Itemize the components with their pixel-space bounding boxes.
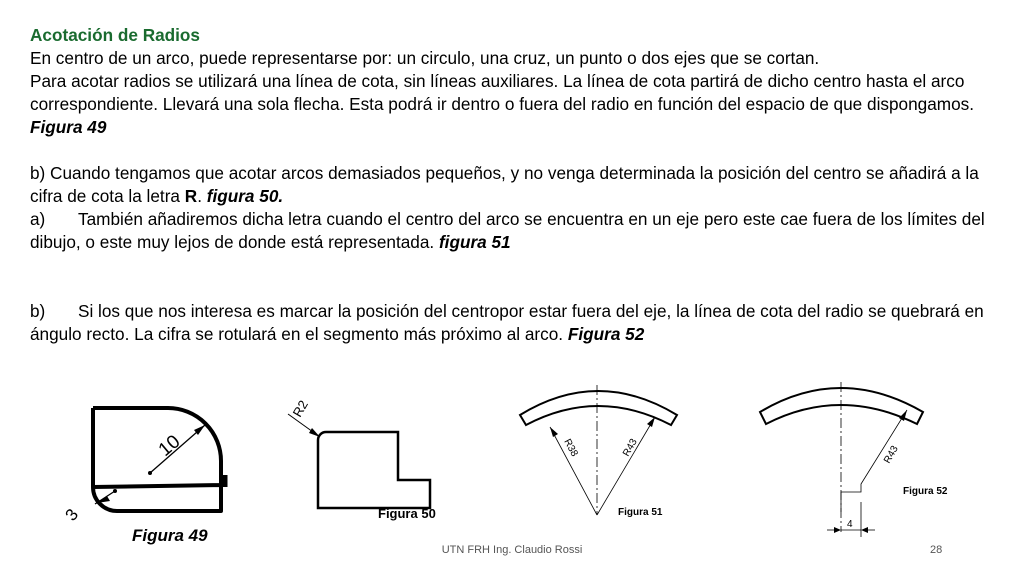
figure-51-reference: figura 51 [438, 232, 511, 252]
figure-52-caption: Figura 52 [903, 486, 948, 497]
figure-50-reference: figura 50. [206, 186, 284, 206]
figure-51-dim-a: R38 [561, 437, 580, 459]
figure-49-reference: Figura 49 [30, 117, 107, 137]
figure-49-caption: Figura 49 [132, 526, 208, 545]
figure-49-dim-large: 10 [154, 431, 185, 461]
item-label-a: a) [30, 209, 46, 229]
figure-52-dim-a: R43 [882, 444, 901, 466]
paragraph-small-arcs-text: b) Cuando tengamos que acotar arcos demasiados pequeños, y no venga determinada la posición del centro se añadirá a la cifra de cota la letra [30, 163, 979, 206]
figure-51-caption: Figura 51 [618, 507, 663, 518]
slide-title: Acotación de Radios [30, 25, 200, 45]
paragraph-center-outside-text: También añadiremos dicha letra cuando el centro del arco se encuentra en un eje pero este cae fuera de los límites del dibujo, o este muy lejos de donde está representada. [30, 209, 985, 252]
figure-52-dim-b: 4 [847, 519, 853, 530]
letter-r: R [184, 186, 198, 206]
figure-52-reference: Figura 52 [567, 324, 645, 344]
paragraph-small-arcs [30, 162, 1005, 208]
figure-52-drawing [755, 372, 970, 542]
figure-50-drawing [280, 390, 450, 530]
paragraph-broken-dimension-text: Si los que nos interesa es marcar la posición del centropor estar fuera del eje, la línea de cota del radio se quebrará en ángulo recto. La cifra se rotulará en el segmento más próximo al arco. [30, 301, 984, 344]
figure-50-caption: Figura 50 [378, 506, 436, 521]
paragraph-radius-rule-text: Para acotar radios se utilizará una línea de cota, sin líneas auxiliares. La línea de cota partirá de dicho centro hasta el arco correspondiente. Llevará una sola flecha. Esta podrá ir dentro o fuera del radio en función del espacio de que dispongamos. [30, 71, 975, 114]
page-number: 28 [930, 544, 943, 556]
paragraph-center-outside [30, 208, 1005, 254]
paragraph-broken-dimension [30, 300, 1005, 346]
separator: . [197, 186, 207, 206]
figure-51-dim-b: R43 [621, 437, 640, 459]
figure-50-dim: R2 [289, 397, 311, 420]
item-label-b: b) [30, 301, 46, 321]
figure-49-dim-small: 3 [61, 505, 83, 525]
paragraph-center-definition: En centro de un arco, puede representarse por: un circulo, una cruz, un punto o dos ejes que se cortan. [30, 48, 820, 68]
paragraph-radius-rule [30, 70, 1005, 139]
figure-49-drawing [55, 395, 245, 550]
slide-text [30, 24, 1005, 346]
footer-author: UTN FRH Ing. Claudio Rossi [441, 544, 583, 556]
figure-51-drawing [510, 375, 680, 525]
